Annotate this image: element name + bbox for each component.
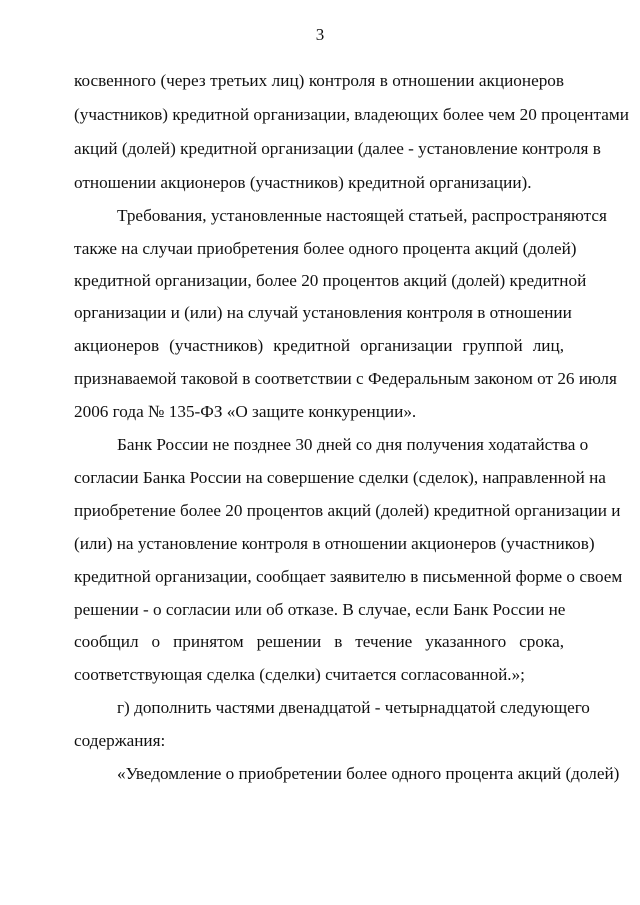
text-line: акций (долей) кредитной организации (далее - установление контроля в xyxy=(74,139,601,158)
text-line: сообщил о принятом решении в течение указанного срока, xyxy=(74,632,564,651)
text-line: решении - о согласии или об отказе. В случае, если Банк России не xyxy=(74,600,566,619)
text-line: кредитной организации, сообщает заявителю в письменной форме о своем xyxy=(74,567,623,586)
text-line: акционеров (участников) кредитной организации группой лиц, xyxy=(74,336,564,355)
text-line: г) дополнить частями двенадцатой - четырнадцатой следующего xyxy=(117,698,590,717)
text-line: кредитной организации, более 20 процентов акций (долей) кредитной xyxy=(74,271,587,290)
text-line: согласии Банка России на совершение сделки (сделок), направленной на xyxy=(74,468,606,487)
text-line: Требования, установленные настоящей статьей, распространяются xyxy=(117,206,607,225)
text-line: Банк России не позднее 30 дней со дня получения ходатайства о xyxy=(117,435,589,454)
text-line: «Уведомление о приобретении более одного процента акций (долей) xyxy=(117,764,620,783)
text-line: косвенного (через третьих лиц) контроля в отношении акционеров xyxy=(74,71,564,90)
text-line: приобретение более 20 процентов акций (долей) кредитной организации и xyxy=(74,501,621,520)
page-number: 3 xyxy=(315,25,325,44)
text-line: также на случаи приобретения более одного процента акций (долей) xyxy=(74,239,577,258)
text-line: признаваемой таковой в соответствии с Федеральным законом от 26 июля xyxy=(74,369,617,388)
text-line: (участников) кредитной организации, владеющих более чем 20 процентами xyxy=(74,105,629,124)
text-line: содержания: xyxy=(74,731,166,750)
text-line: (или) на установление контроля в отношении акционеров (участников) xyxy=(74,534,595,553)
text-line: организации и (или) на случай установления контроля в отношении xyxy=(74,303,572,322)
text-line: соответствующая сделка (сделки) считается согласованной.»; xyxy=(74,665,525,684)
text-line: 2006 года № 135-ФЗ «О защите конкуренции». xyxy=(74,402,417,421)
text-line: отношении акционеров (участников) кредитной организации). xyxy=(74,173,532,192)
